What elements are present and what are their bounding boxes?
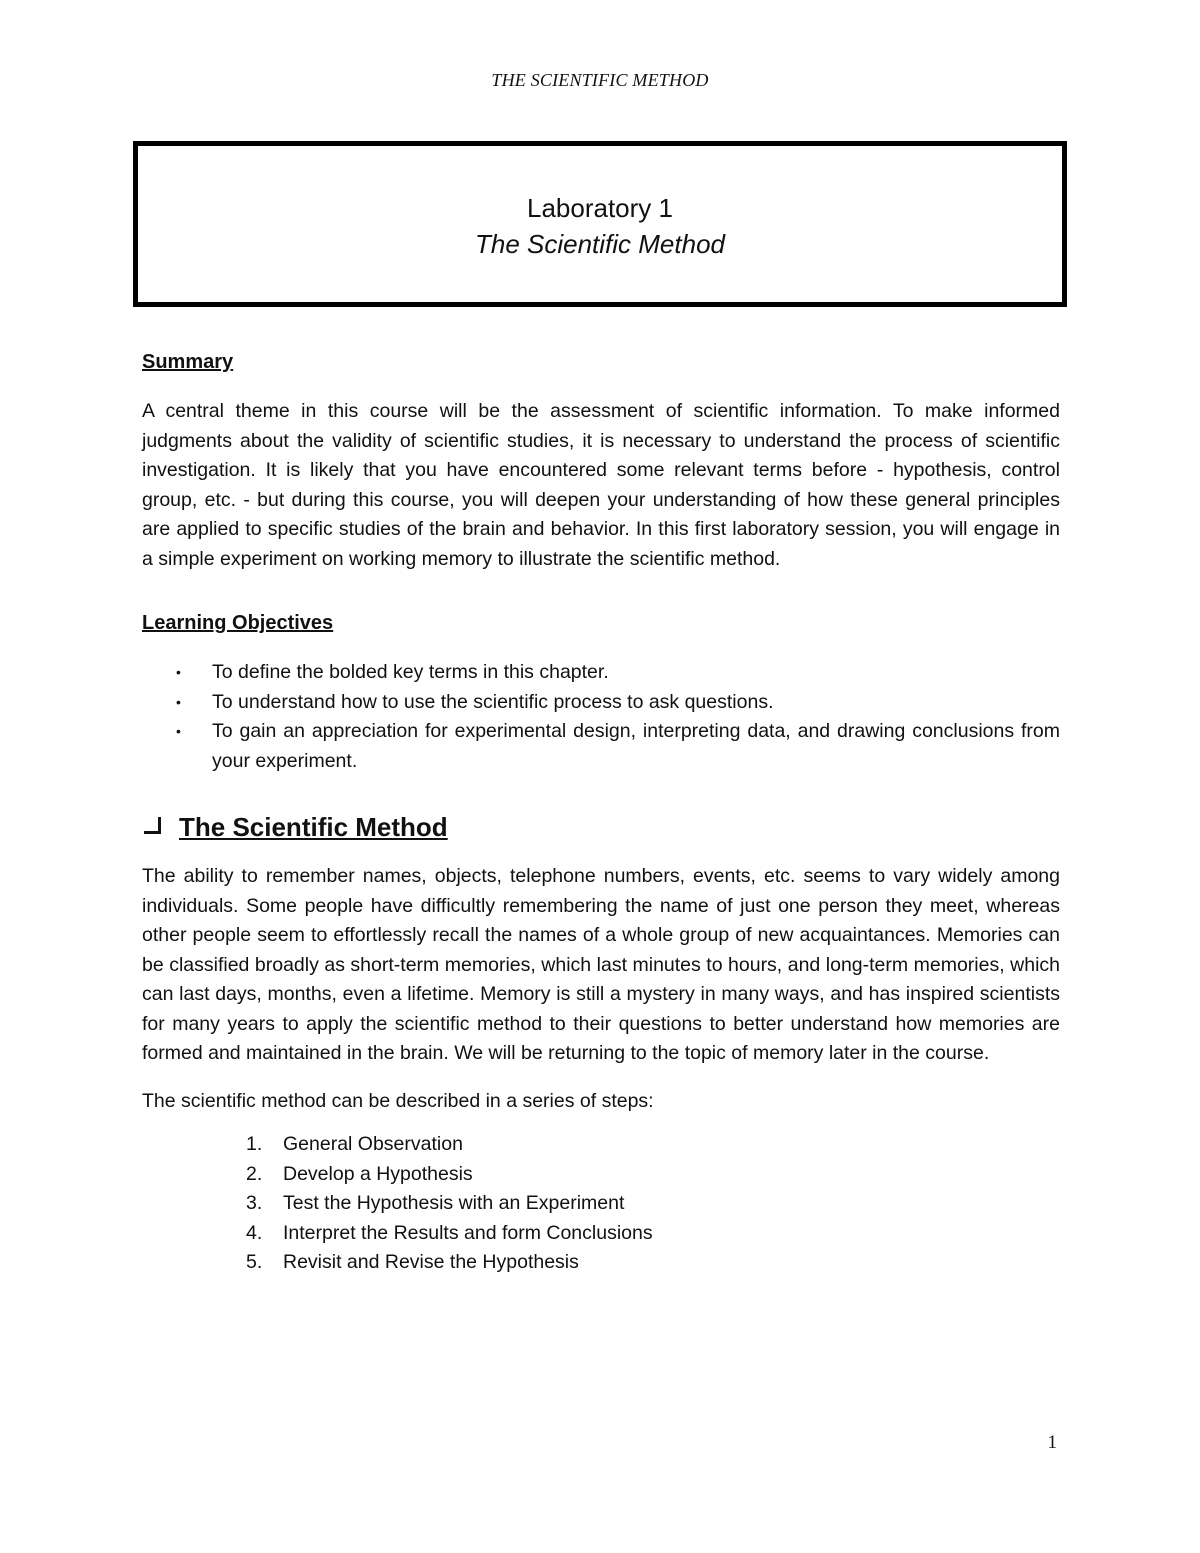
step-item <box>142 1219 1060 1249</box>
step-item <box>142 1130 1060 1160</box>
title-box <box>133 141 1067 307</box>
bullet-icon: • <box>176 664 181 680</box>
objective-text: To understand how to use the scientific process to ask questions. <box>212 690 774 713</box>
objective-item <box>142 717 1060 776</box>
page-number: 1 <box>1047 1432 1057 1453</box>
lab-title: The Scientific Method <box>474 229 725 259</box>
step-item <box>142 1248 1060 1278</box>
summary-paragraph: A central theme in this course will be the assessment of scientific information. To make informed judgments about the validity of scientific studies, it is necessary to understand the process of scientific investigation. It is likely that you have encountered some relevant terms before - hypothesis, control group, etc. - but during this course, you will deepen your understanding of how these general principles are applied to specific studies of the brain and behavior. In this first laboratory session, you will engage in a simple experiment on working memory to illustrate the scientific method. <box>142 400 1060 570</box>
step-text: Test the Hypothesis with an Experiment <box>283 1192 625 1214</box>
learning-objectives-heading: Learning Objectives <box>142 612 334 634</box>
memory-paragraph: The ability to remember names, objects, telephone numbers, events, etc. seems to vary widely among individuals. Some people have difficultly remembering the name of just one person they meet, whereas other people seem to effortlessly recall the names of a whole group of new acquaintances. Memories can be classified broadly as short-term memories, which last minutes to hours, and long-term memories, which can last days, months, even a lifetime. Memory is still a mystery in many ways, and has inspired scientists for many years to apply the scientific method to their questions to better understand how memories are formed and maintained in the brain. We will be returning to the topic of memory later in the course. <box>142 865 1060 1064</box>
step-number: 4. <box>246 1221 263 1244</box>
bullet-icon: • <box>176 693 181 710</box>
objective-item <box>142 688 1060 718</box>
step-number: 3. <box>246 1192 263 1214</box>
running-header: THE SCIENTIFIC METHOD <box>491 70 709 90</box>
scientific-method-heading: The Scientific Method <box>179 812 448 842</box>
step-number: 1. <box>246 1133 263 1155</box>
lab-number: Laboratory 1 <box>527 193 673 223</box>
learning-objectives-list <box>142 658 1060 776</box>
objective-text: To gain an appreciation for experimental design, interpreting data, and drawing conclusions from your experiment. <box>212 720 1060 772</box>
step-number: 5. <box>246 1251 263 1273</box>
step-item <box>142 1189 1060 1219</box>
steps-list <box>142 1130 1060 1278</box>
bullet-icon: • <box>176 723 181 739</box>
step-text: Interpret the Results and form Conclusions <box>283 1221 653 1244</box>
objective-text: To define the bolded key terms in this chapter. <box>212 661 609 683</box>
checkmark-icon <box>144 817 161 834</box>
main-content <box>142 347 1060 1278</box>
summary-heading: Summary <box>142 351 234 373</box>
steps-intro: The scientific method can be described in a series of steps: <box>142 1089 654 1112</box>
step-text: Develop a Hypothesis <box>283 1162 473 1185</box>
step-item <box>142 1160 1060 1190</box>
step-text: General Observation <box>283 1133 463 1155</box>
step-text: Revisit and Revise the Hypothesis <box>283 1251 579 1273</box>
objective-item <box>142 658 1060 688</box>
scientific-method-heading-row <box>142 810 1060 844</box>
step-number: 2. <box>246 1162 263 1185</box>
